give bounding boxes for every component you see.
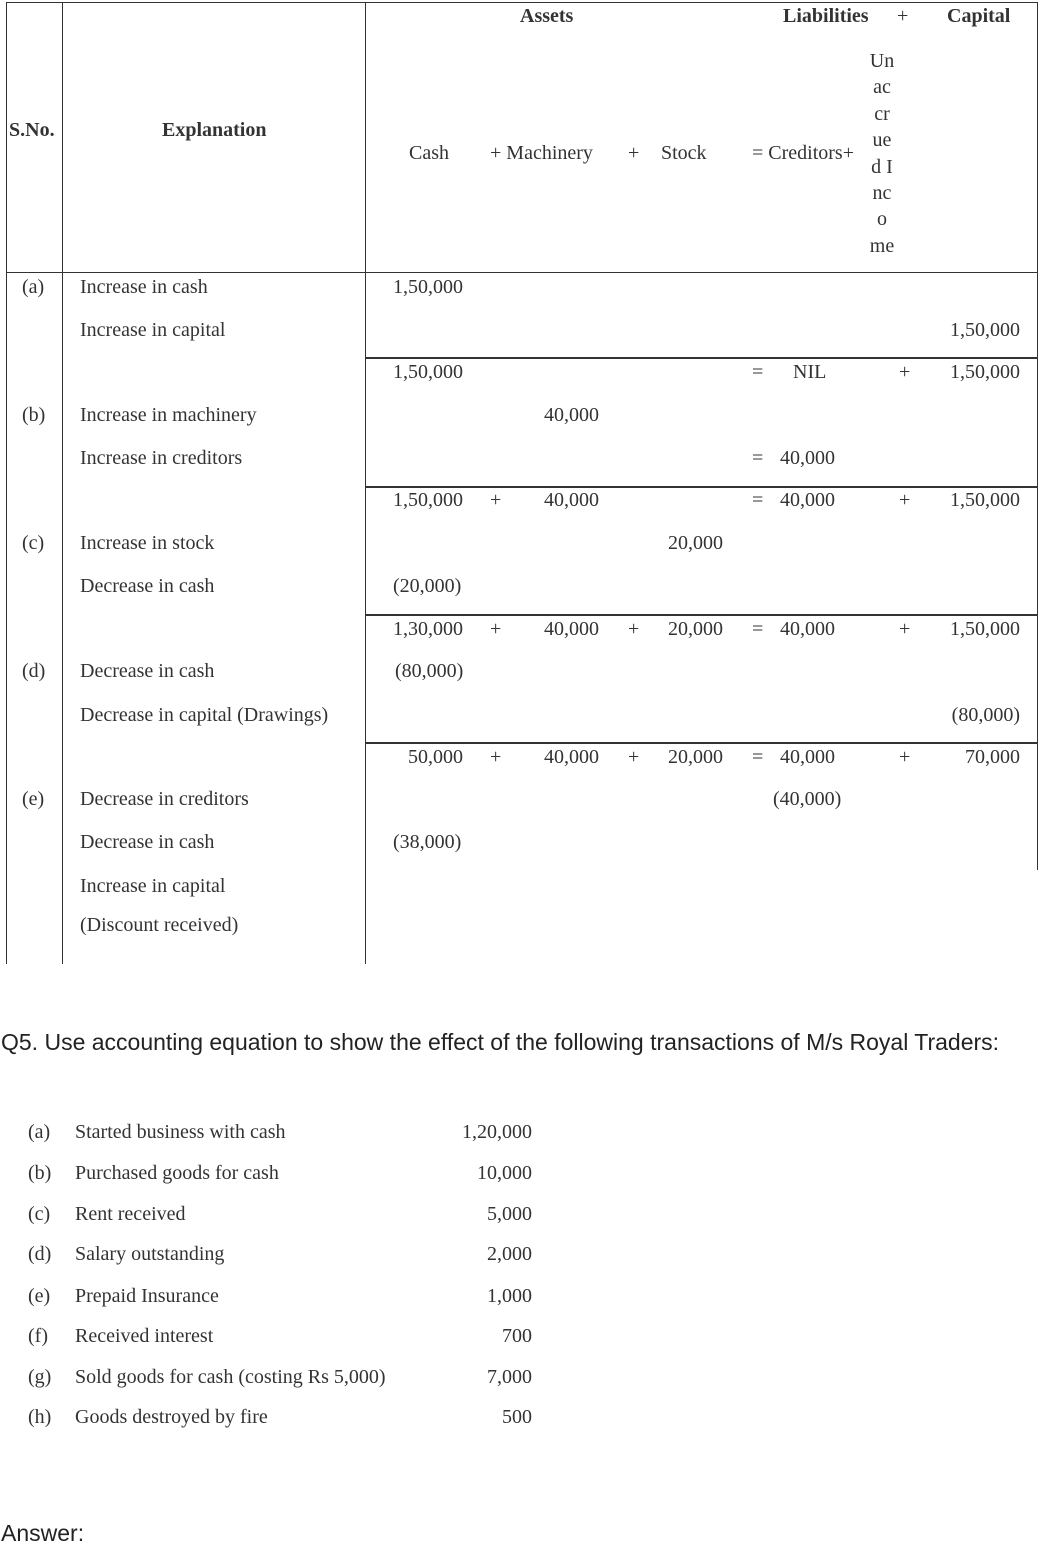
total-b-capital: 1,50,000: [950, 489, 1020, 511]
total-b-plus1: +: [490, 489, 502, 511]
question-text: Q5. Use accounting equation to show the effect of the following transactions of M/s Royal Traders:: [1, 1029, 1000, 1055]
list-item-g-desc: Sold goods for cash (costing Rs 5,000): [75, 1366, 386, 1388]
total-c-capital: 1,50,000: [950, 618, 1020, 640]
total-a-cash: 1,50,000: [393, 361, 463, 383]
total-c-machinery: 40,000: [544, 618, 599, 640]
total-d-machinery: 40,000: [544, 746, 599, 768]
list-item-h-desc: Goods destroyed by fire: [75, 1406, 268, 1428]
header-assets: Assets: [520, 5, 574, 27]
total-d-plus2: +: [628, 746, 640, 768]
total-d-plus1: +: [490, 746, 502, 768]
header-plus-stock: +: [628, 142, 640, 164]
list-item-a-amount: 1,20,000: [462, 1121, 532, 1143]
total-d-stock: 20,000: [668, 746, 723, 768]
table-left-border: [6, 2, 7, 964]
row-b-line2: Increase in creditors: [80, 447, 243, 469]
list-item-g-label: (g): [28, 1366, 52, 1388]
row-b-eq: =: [752, 447, 764, 469]
total-line-d: [365, 742, 1038, 744]
table-right-border: [1037, 2, 1038, 870]
total-c-stock: 20,000: [668, 618, 723, 640]
total-b-machinery: 40,000: [544, 489, 599, 511]
row-e-line4: (Discount received): [80, 914, 239, 936]
table-top-border: [6, 2, 1038, 3]
list-item-d-desc: Salary outstanding: [75, 1243, 225, 1265]
total-c-plus1: +: [490, 618, 502, 640]
list-item-d-label: (d): [28, 1243, 52, 1265]
header-capital: Capital: [947, 5, 1011, 27]
header-unaccrued-income: Un ac cr ue d I nc o me: [869, 50, 895, 257]
row-a-cash: 1,50,000: [393, 276, 463, 298]
row-b-sno: (b): [22, 404, 46, 426]
row-a-line2: Increase in capital: [80, 319, 226, 341]
total-line-c: [365, 614, 1038, 616]
explanation-column-border: [365, 2, 366, 964]
list-item-h-label: (h): [28, 1406, 52, 1428]
total-d-plus: +: [899, 746, 911, 768]
row-e-creditors: (40,000): [773, 788, 842, 810]
total-d-eq: =: [752, 746, 764, 768]
list-item-e-label: (e): [28, 1285, 51, 1307]
total-b-eq: =: [752, 489, 764, 511]
header-stock: Stock: [661, 142, 707, 164]
list-item-f-label: (f): [28, 1325, 48, 1347]
answer-label: Answer:: [1, 1520, 85, 1546]
total-a-eq: =: [752, 361, 764, 383]
row-e-line1: Decrease in creditors: [80, 788, 249, 810]
total-line-b: [365, 486, 1038, 488]
row-b-creditors: 40,000: [780, 447, 835, 469]
row-d-capital: (80,000): [951, 704, 1020, 726]
row-d-line1: Decrease in cash: [80, 660, 215, 682]
list-item-b-desc: Purchased goods for cash: [75, 1162, 279, 1184]
header-machinery: + Machinery: [490, 142, 593, 164]
list-item-c-desc: Rent received: [75, 1203, 186, 1225]
row-a-line1: Increase in cash: [80, 276, 208, 298]
row-e-line2: Decrease in cash: [80, 831, 215, 853]
header-cash: Cash: [409, 142, 449, 164]
total-d-capital: 70,000: [965, 746, 1020, 768]
total-c-plus: +: [899, 618, 911, 640]
header-explanation: Explanation: [162, 119, 267, 141]
list-item-e-amount: 1,000: [487, 1285, 532, 1307]
list-item-f-desc: Received interest: [75, 1325, 214, 1347]
total-d-cash: 50,000: [408, 746, 463, 768]
list-item-f-amount: 700: [502, 1325, 532, 1347]
list-item-c-amount: 5,000: [487, 1203, 532, 1225]
total-b-plus: +: [899, 489, 911, 511]
total-c-plus2: +: [628, 618, 640, 640]
row-c-stock: 20,000: [668, 532, 723, 554]
row-c-line1: Increase in stock: [80, 532, 215, 554]
header-sno: S.No.: [9, 119, 55, 141]
row-c-cash: (20,000): [393, 575, 462, 597]
row-d-cash: (80,000): [395, 660, 464, 682]
total-b-creditors: 40,000: [780, 489, 835, 511]
row-a-capital: 1,50,000: [950, 319, 1020, 341]
header-bottom-border: [6, 272, 1038, 273]
row-d-sno: (d): [22, 660, 46, 682]
row-c-sno: (c): [22, 532, 45, 554]
list-item-h-amount: 500: [502, 1406, 532, 1428]
list-item-e-desc: Prepaid Insurance: [75, 1285, 219, 1307]
total-c-eq: =: [752, 618, 764, 640]
list-item-g-amount: 7,000: [487, 1366, 532, 1388]
total-a-capital: 1,50,000: [950, 361, 1020, 383]
header-creditors: = Creditors+: [752, 142, 854, 164]
total-d-creditors: 40,000: [780, 746, 835, 768]
total-c-cash: 1,30,000: [393, 618, 463, 640]
row-b-line1: Increase in machinery: [80, 404, 257, 426]
list-item-a-label: (a): [28, 1121, 51, 1143]
total-b-cash: 1,50,000: [393, 489, 463, 511]
row-a-sno: (a): [22, 276, 45, 298]
total-c-creditors: 40,000: [780, 618, 835, 640]
total-a-plus: +: [899, 361, 911, 383]
list-item-c-label: (c): [28, 1203, 51, 1225]
row-d-line2: Decrease in capital (Drawings): [80, 704, 329, 726]
row-c-line2: Decrease in cash: [80, 575, 215, 597]
total-line-a: [365, 357, 1038, 359]
header-plus-top: +: [897, 5, 909, 27]
row-e-line3: Increase in capital: [80, 875, 226, 897]
list-item-d-amount: 2,000: [487, 1243, 532, 1265]
row-e-cash: (38,000): [393, 831, 462, 853]
row-b-machinery: 40,000: [544, 404, 599, 426]
list-item-b-amount: 10,000: [477, 1162, 532, 1184]
total-a-creditors: NIL: [793, 361, 827, 383]
header-liabilities: Liabilities: [783, 5, 869, 27]
row-e-sno: (e): [22, 788, 45, 810]
list-item-b-label: (b): [28, 1162, 52, 1184]
list-item-a-desc: Started business with cash: [75, 1121, 286, 1143]
sno-column-border: [62, 2, 63, 964]
